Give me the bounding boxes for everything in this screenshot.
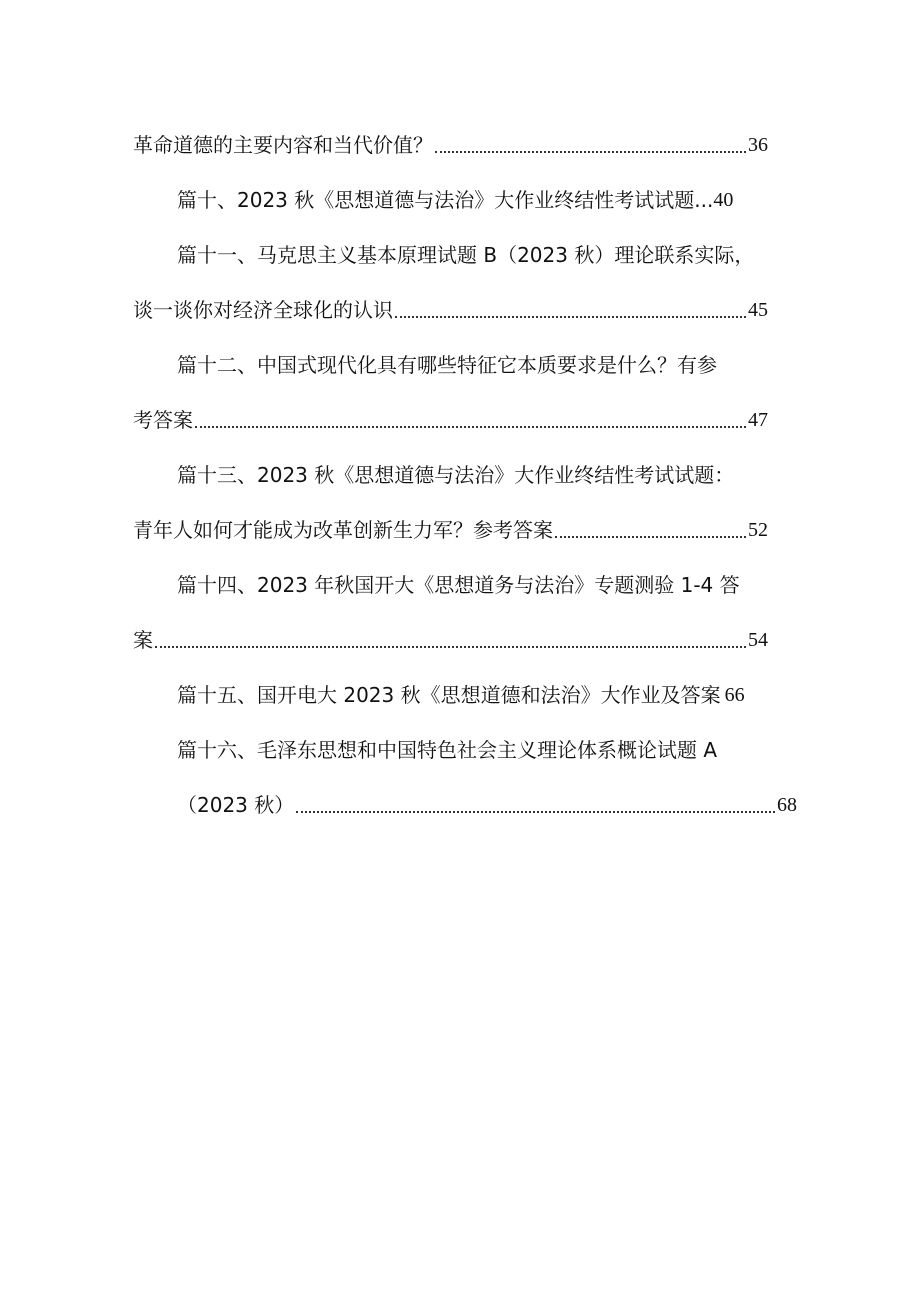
toc-entry-title: 篇十四、2023 年秋国开大《思想道务与法治》专题测验 1-4 答 (177, 573, 740, 597)
toc-dot-leader (435, 151, 746, 153)
toc-page-number: 52 (748, 519, 768, 541)
toc-entry-title: 革命道德的主要内容和当代价值？ (133, 133, 433, 157)
toc-entry-title: 篇十五、国开电大 2023 秋《思想道德和法治》大作业及答案 (177, 683, 721, 707)
toc-entry-title: （2023 秋） (177, 793, 295, 817)
toc-dot-leader (195, 426, 746, 428)
toc-page-number: 40 (713, 189, 734, 211)
toc-dot-leader (296, 811, 775, 813)
toc-entry-title: 篇十六、毛泽东思想和中国特色社会主义理论体系概论试题 A (177, 738, 718, 762)
toc-page-number: 54 (748, 629, 768, 651)
toc-entry-title: 篇十、2023 秋《思想道德与法治》大作业终结性考试试题 (177, 188, 695, 212)
toc-dot-leader (155, 646, 746, 648)
toc-dot-leader (555, 536, 746, 538)
toc-entry[interactable] (133, 128, 768, 162)
toc-entry[interactable] (177, 568, 768, 602)
toc-entry[interactable] (177, 678, 768, 712)
toc-page-number: 66 (724, 684, 745, 706)
toc-entry-continuation[interactable] (133, 623, 768, 657)
toc-entry[interactable] (177, 733, 768, 767)
toc-entry-continuation[interactable] (133, 293, 768, 327)
toc-entry[interactable] (177, 183, 737, 217)
toc-dot-leader (395, 316, 746, 318)
toc-entry-title: 谈一谈你对经济全球化的认识 (133, 298, 393, 322)
toc-entry[interactable] (177, 458, 768, 492)
toc-entry-title: 篇十三、2023 秋《思想道德与法治》大作业终结性考试试题： (177, 463, 735, 487)
toc-entry-title: 考答案 (133, 408, 193, 432)
toc-entry-title: 篇十一、马克思主义基本原理试题 B（2023 秋）理论联系实际， (177, 243, 755, 267)
toc-entry-title: 案 (133, 628, 153, 652)
toc-entry-title: 青年人如何才能成为改革创新生力军？参考答案 (133, 518, 553, 542)
toc-entry-title: 篇十二、中国式现代化具有哪些特征它本质要求是什么？有参 (177, 353, 717, 377)
toc-page-number: 45 (748, 299, 768, 321)
toc-page-number: 36 (748, 134, 768, 156)
toc-entry[interactable] (177, 348, 768, 382)
toc-entry-continuation[interactable] (177, 788, 797, 822)
toc-entry-continuation[interactable] (133, 403, 768, 437)
toc-page-number: 47 (748, 409, 768, 431)
toc-entry[interactable] (177, 238, 768, 272)
toc-short-leader: ... (694, 188, 714, 212)
toc-entry-continuation[interactable] (133, 513, 768, 547)
toc-page-number: 68 (777, 794, 797, 816)
